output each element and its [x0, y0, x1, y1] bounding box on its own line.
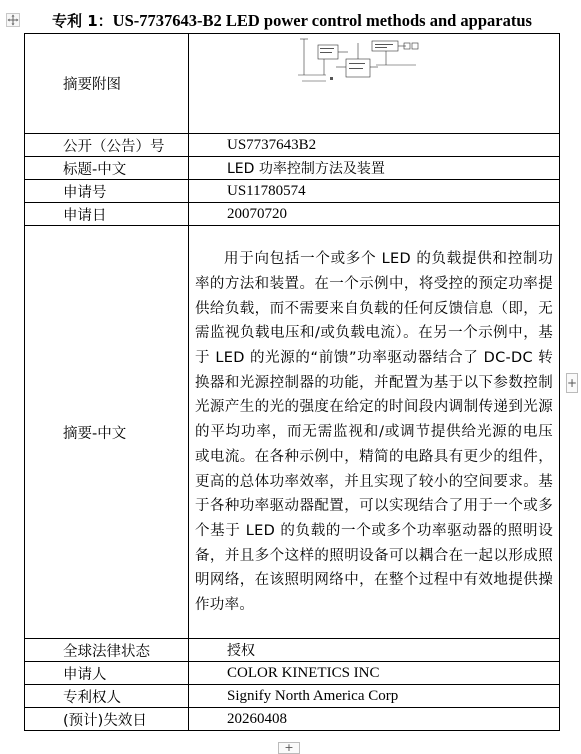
- row-label: 申请人: [25, 662, 189, 685]
- title-prefix: 专利 1：: [52, 12, 113, 30]
- row-label: 标题-中文: [25, 157, 189, 180]
- plus-icon: +: [284, 741, 294, 754]
- table-row: [25, 203, 560, 226]
- row-value: US11780574: [189, 180, 560, 203]
- row-label: 摘要附图: [25, 34, 189, 134]
- table-row: [25, 685, 560, 708]
- table-row: [25, 180, 560, 203]
- add-row-button[interactable]: [278, 742, 300, 754]
- patent-info-table: [24, 33, 560, 731]
- plus-icon: +: [567, 376, 578, 390]
- row-value: US7737643B2: [189, 134, 560, 157]
- document-title: [52, 10, 562, 32]
- row-label: 申请日: [25, 203, 189, 226]
- abstract-text: 用于向包括一个或多个 LED 的负载提供和控制功率的方法和装置。在一个示例中，将受控的预定功率提供给负载，而不需要来自负载的任何反馈信息（即，无需监视负载电压和/或负载电流）。在另一个示例中，基于 LED 的光源的“前馈”功率驱动器结合了 DC-DC 转换器和光源控制器的功能，并配置为基于以下参数控制光源产生的光的强度在给定的时间段内调制传递到光源的平均功率，而无需监视和/或调节提供给光源的电压或电流。在各种示例中，精简的电路具有更少的组件，更高的总体功率效率，并且实现了较小的空间要求。基于各种功率驱动器配置，可以实现结合了用于一个或多个基于 LED 的负载的一个或多个功率驱动器的照明设备，并且多个这样的照明设备可以耦合在一起以形成照明网络，在该照明网络中，在整个过程中有效地提供操作功率。: [189, 226, 560, 639]
- abstract-figure-diagram: [296, 37, 424, 83]
- row-value: 授权: [189, 639, 560, 662]
- row-value: COLOR KINETICS INC: [189, 662, 560, 685]
- add-column-button[interactable]: [566, 373, 578, 393]
- table-row: [25, 157, 560, 180]
- row-value: LED 功率控制方法及装置: [189, 157, 560, 180]
- title-text: US-7737643-B2 LED power control methods and apparatus: [112, 11, 532, 30]
- row-value: Signify North America Corp: [189, 685, 560, 708]
- table-row: [25, 662, 560, 685]
- row-value: 20070720: [189, 203, 560, 226]
- table-row: [25, 34, 560, 134]
- table-row: [25, 226, 560, 639]
- row-label: 公开（公告）号: [25, 134, 189, 157]
- row-label: (预计)失效日: [25, 708, 189, 731]
- row-label: 申请号: [25, 180, 189, 203]
- table-row: [25, 134, 560, 157]
- table-row: [25, 708, 560, 731]
- table-row: [25, 639, 560, 662]
- row-value: 20260408: [189, 708, 560, 731]
- row-label: 摘要-中文: [25, 226, 189, 639]
- table-move-handle[interactable]: [6, 13, 20, 27]
- move-arrows-icon: [7, 14, 19, 26]
- row-label: 专利权人: [25, 685, 189, 708]
- row-label: 全球法律状态: [25, 639, 189, 662]
